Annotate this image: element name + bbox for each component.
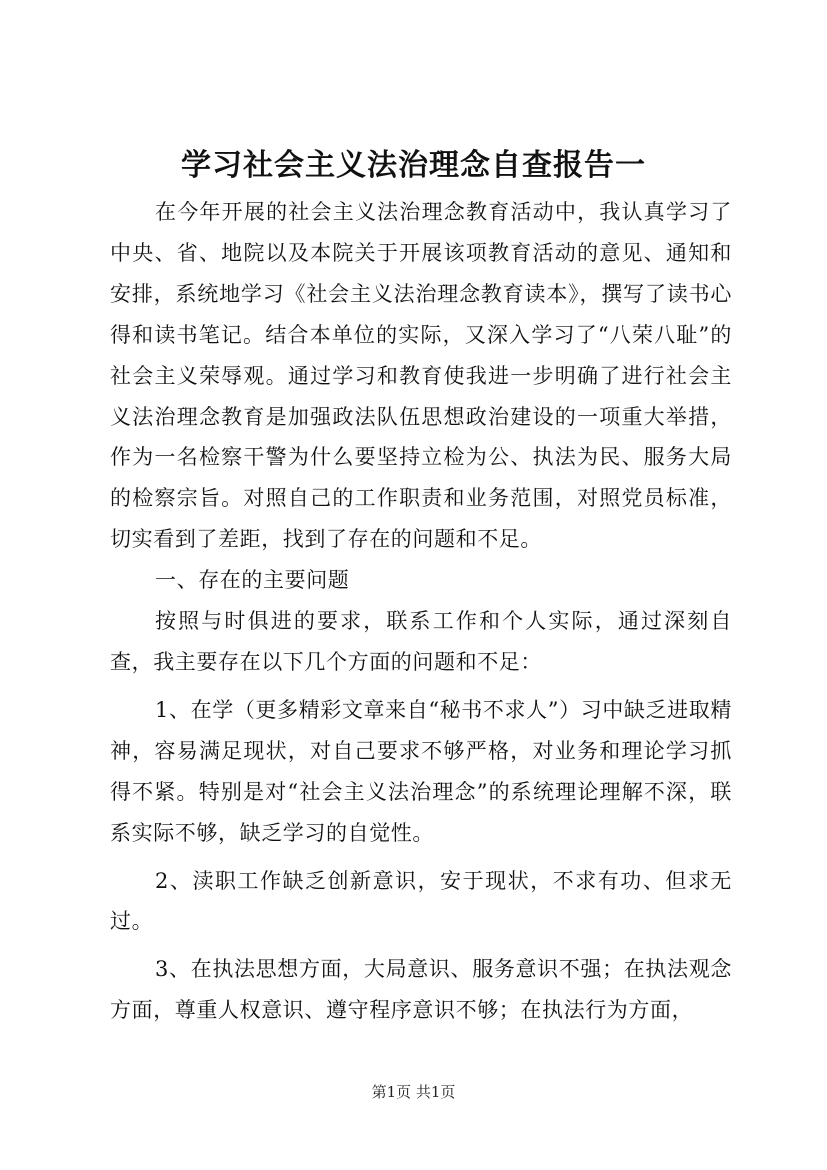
paragraph-item-2: 2、渎职工作缺乏创新意识，安于现状，不求有功、但求无过。	[110, 868, 732, 934]
page-number-footer: 第1页 共1页	[371, 1083, 456, 1101]
document-body	[110, 192, 732, 1031]
paragraph-problems-lead: 按照与时俱进的要求，联系工作和个人实际，通过深刻自查，我主要存在以下几个方面的问题和不足：	[110, 609, 732, 674]
section-heading-problems: 一、存在的主要问题	[155, 568, 350, 593]
paragraph-item-1: 1、在学（更多精彩文章来自“秘书不求人”）习中缺乏进取精神，容易满足现状，对自己要求不够严格，对业务和理论学习抓得不紧。特别是对“社会主义法治理念”的系统理论理解不深，联系实际不够，缺乏学习的自觉性。	[110, 697, 732, 845]
paragraph-intro: 在今年开展的社会主义法治理念教育活动中，我认真学习了中央、省、地院以及本院关于开展该项教育活动的意见、通知和安排，系统地学习《社会主义法治理念教育读本》，撰写了读书心得和读书笔记。结合本单位的实际，又深入学习了“八荣八耻”的社会主义荣辱观。通过学习和教育使我进一步明确了进行社会主义法治理念教育是加强政法队伍思想政治建设的一项重大举措，作为一名检察干警为什么要坚持立检为公、执法为民、服务大局的检察宗旨。对照自己的工作职责和业务范围，对照党员标准，切实看到了差距，找到了存在的问题和不足。	[110, 200, 732, 552]
document-title: 学习社会主义法治理念自查报告一	[181, 148, 646, 183]
paragraph-item-3: 3、在执法思想方面，大局意识、服务意识不强；在执法观念方面，尊重人权意识、遵守程序意识不够；在执法行为方面，	[110, 957, 732, 1023]
